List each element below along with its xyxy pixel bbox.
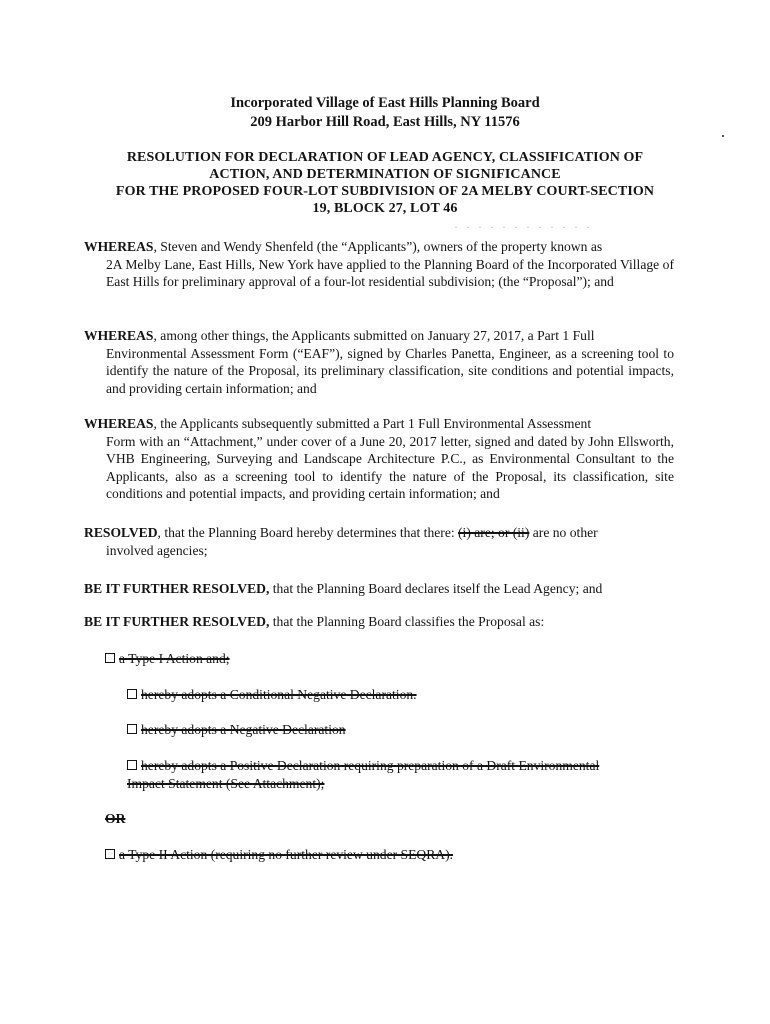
title-line-3: FOR THE PROPOSED FOUR-LOT SUBDIVISION OF 2A MELBY COURT-SECTION — [115, 184, 655, 199]
option-label: hereby adopts a Conditional Negative Declaration. — [141, 687, 417, 702]
whereas-text-continued: 2A Melby Lane, East Hills, New York have applied to the Planning Board of the Incorporated Village of East Hills for preliminary approval of a four-lot residential subdivision; (the “Proposal”); and — [106, 256, 674, 290]
further-resolved-text: that the Planning Board classifies the Proposal as: — [269, 614, 545, 629]
whereas-paragraph-2 — [84, 327, 674, 397]
option-label: hereby adopts a Negative Declaration — [141, 722, 346, 737]
title-line-2: ACTION, AND DETERMINATION OF SIGNIFICANCE — [209, 167, 561, 182]
struck-text: (i) are; or (ii) — [458, 525, 530, 540]
resolved-paragraph — [84, 524, 674, 559]
option-label: a Type I Action and; — [119, 651, 230, 666]
whereas-text: , Steven and Wendy Shenfeld (the “Applicants”), owners of the property known as — [153, 239, 603, 254]
whereas-text: , among other things, the Applicants submitted on January 27, 2017, a Part 1 Full — [153, 328, 595, 343]
further-resolved-keyword: BE IT FURTHER RESOLVED, — [84, 581, 270, 596]
further-resolved-paragraph-2 — [84, 613, 674, 631]
board-name: Incorporated Village of East Hills Planning Board — [230, 95, 540, 111]
further-resolved-text: that the Planning Board declares itself the Lead Agency; and — [269, 581, 603, 596]
whereas-text: , the Applicants subsequently submitted a Part 1 Full Environmental Assessment — [153, 416, 592, 431]
whereas-keyword: WHEREAS — [84, 416, 154, 431]
option-positive — [127, 757, 677, 775]
resolved-text: , that the Planning Board hereby determines that there: — [157, 525, 459, 540]
title-line-1: RESOLUTION FOR DECLARATION OF LEAD AGENCY, CLASSIFICATION OF — [126, 150, 644, 165]
whereas-text-continued: Environmental Assessment Form (“EAF”), signed by Charles Panetta, Engineer, as a screening tool to identify the nature of the Proposal, its preliminary classification, site conditions and potential impacts, and providing certain information; and — [106, 345, 674, 396]
checkbox-icon — [105, 849, 115, 859]
checkbox-icon — [127, 724, 137, 734]
resolved-keyword: RESOLVED — [84, 525, 158, 540]
whereas-keyword: WHEREAS — [84, 239, 154, 254]
checkbox-icon — [127, 689, 137, 699]
further-resolved-paragraph-1 — [84, 580, 674, 598]
resolved-text-end: are no other — [529, 525, 598, 540]
scan-speck — [722, 135, 724, 137]
board-address: 209 Harbor Hill Road, East Hills, NY 11576 — [250, 114, 520, 130]
option-type-2-action — [105, 846, 453, 864]
option-label: a Type II Action (requiring no further review under SEQRA). — [119, 847, 454, 862]
checkbox-icon — [105, 653, 115, 663]
checkbox-icon — [127, 760, 137, 770]
whereas-paragraph-1 — [84, 238, 674, 291]
or-separator: OR — [105, 811, 126, 826]
whereas-text-continued: Form with an “Attachment,” under cover of a June 20, 2017 letter, signed and dated by John Ellsworth, VHB Engineering, Surveying and Landscape Architecture P.C., as Environmental Consultant to the Applicants, also as a screening tool to identify the nature of the Proposal, its classification, site conditions and potential impacts, and providing certain information; and — [106, 433, 674, 502]
option-positive-continued: Impact Statement (See Attachment); — [127, 776, 325, 791]
further-resolved-keyword: BE IT FURTHER RESOLVED, — [84, 614, 270, 629]
option-conditional-negative — [127, 686, 417, 704]
option-type-1-action — [105, 650, 230, 668]
option-label: hereby adopts a Positive Declaration requiring preparation of a Draft Environmental — [141, 758, 600, 773]
scan-dots: . . . . . . . . . . . . — [455, 221, 593, 230]
title-line-4: 19, BLOCK 27, LOT 46 — [312, 201, 458, 216]
whereas-keyword: WHEREAS — [84, 328, 154, 343]
resolved-text-continued: involved agencies; — [106, 542, 208, 558]
whereas-paragraph-3 — [84, 415, 674, 503]
option-negative — [127, 721, 346, 739]
